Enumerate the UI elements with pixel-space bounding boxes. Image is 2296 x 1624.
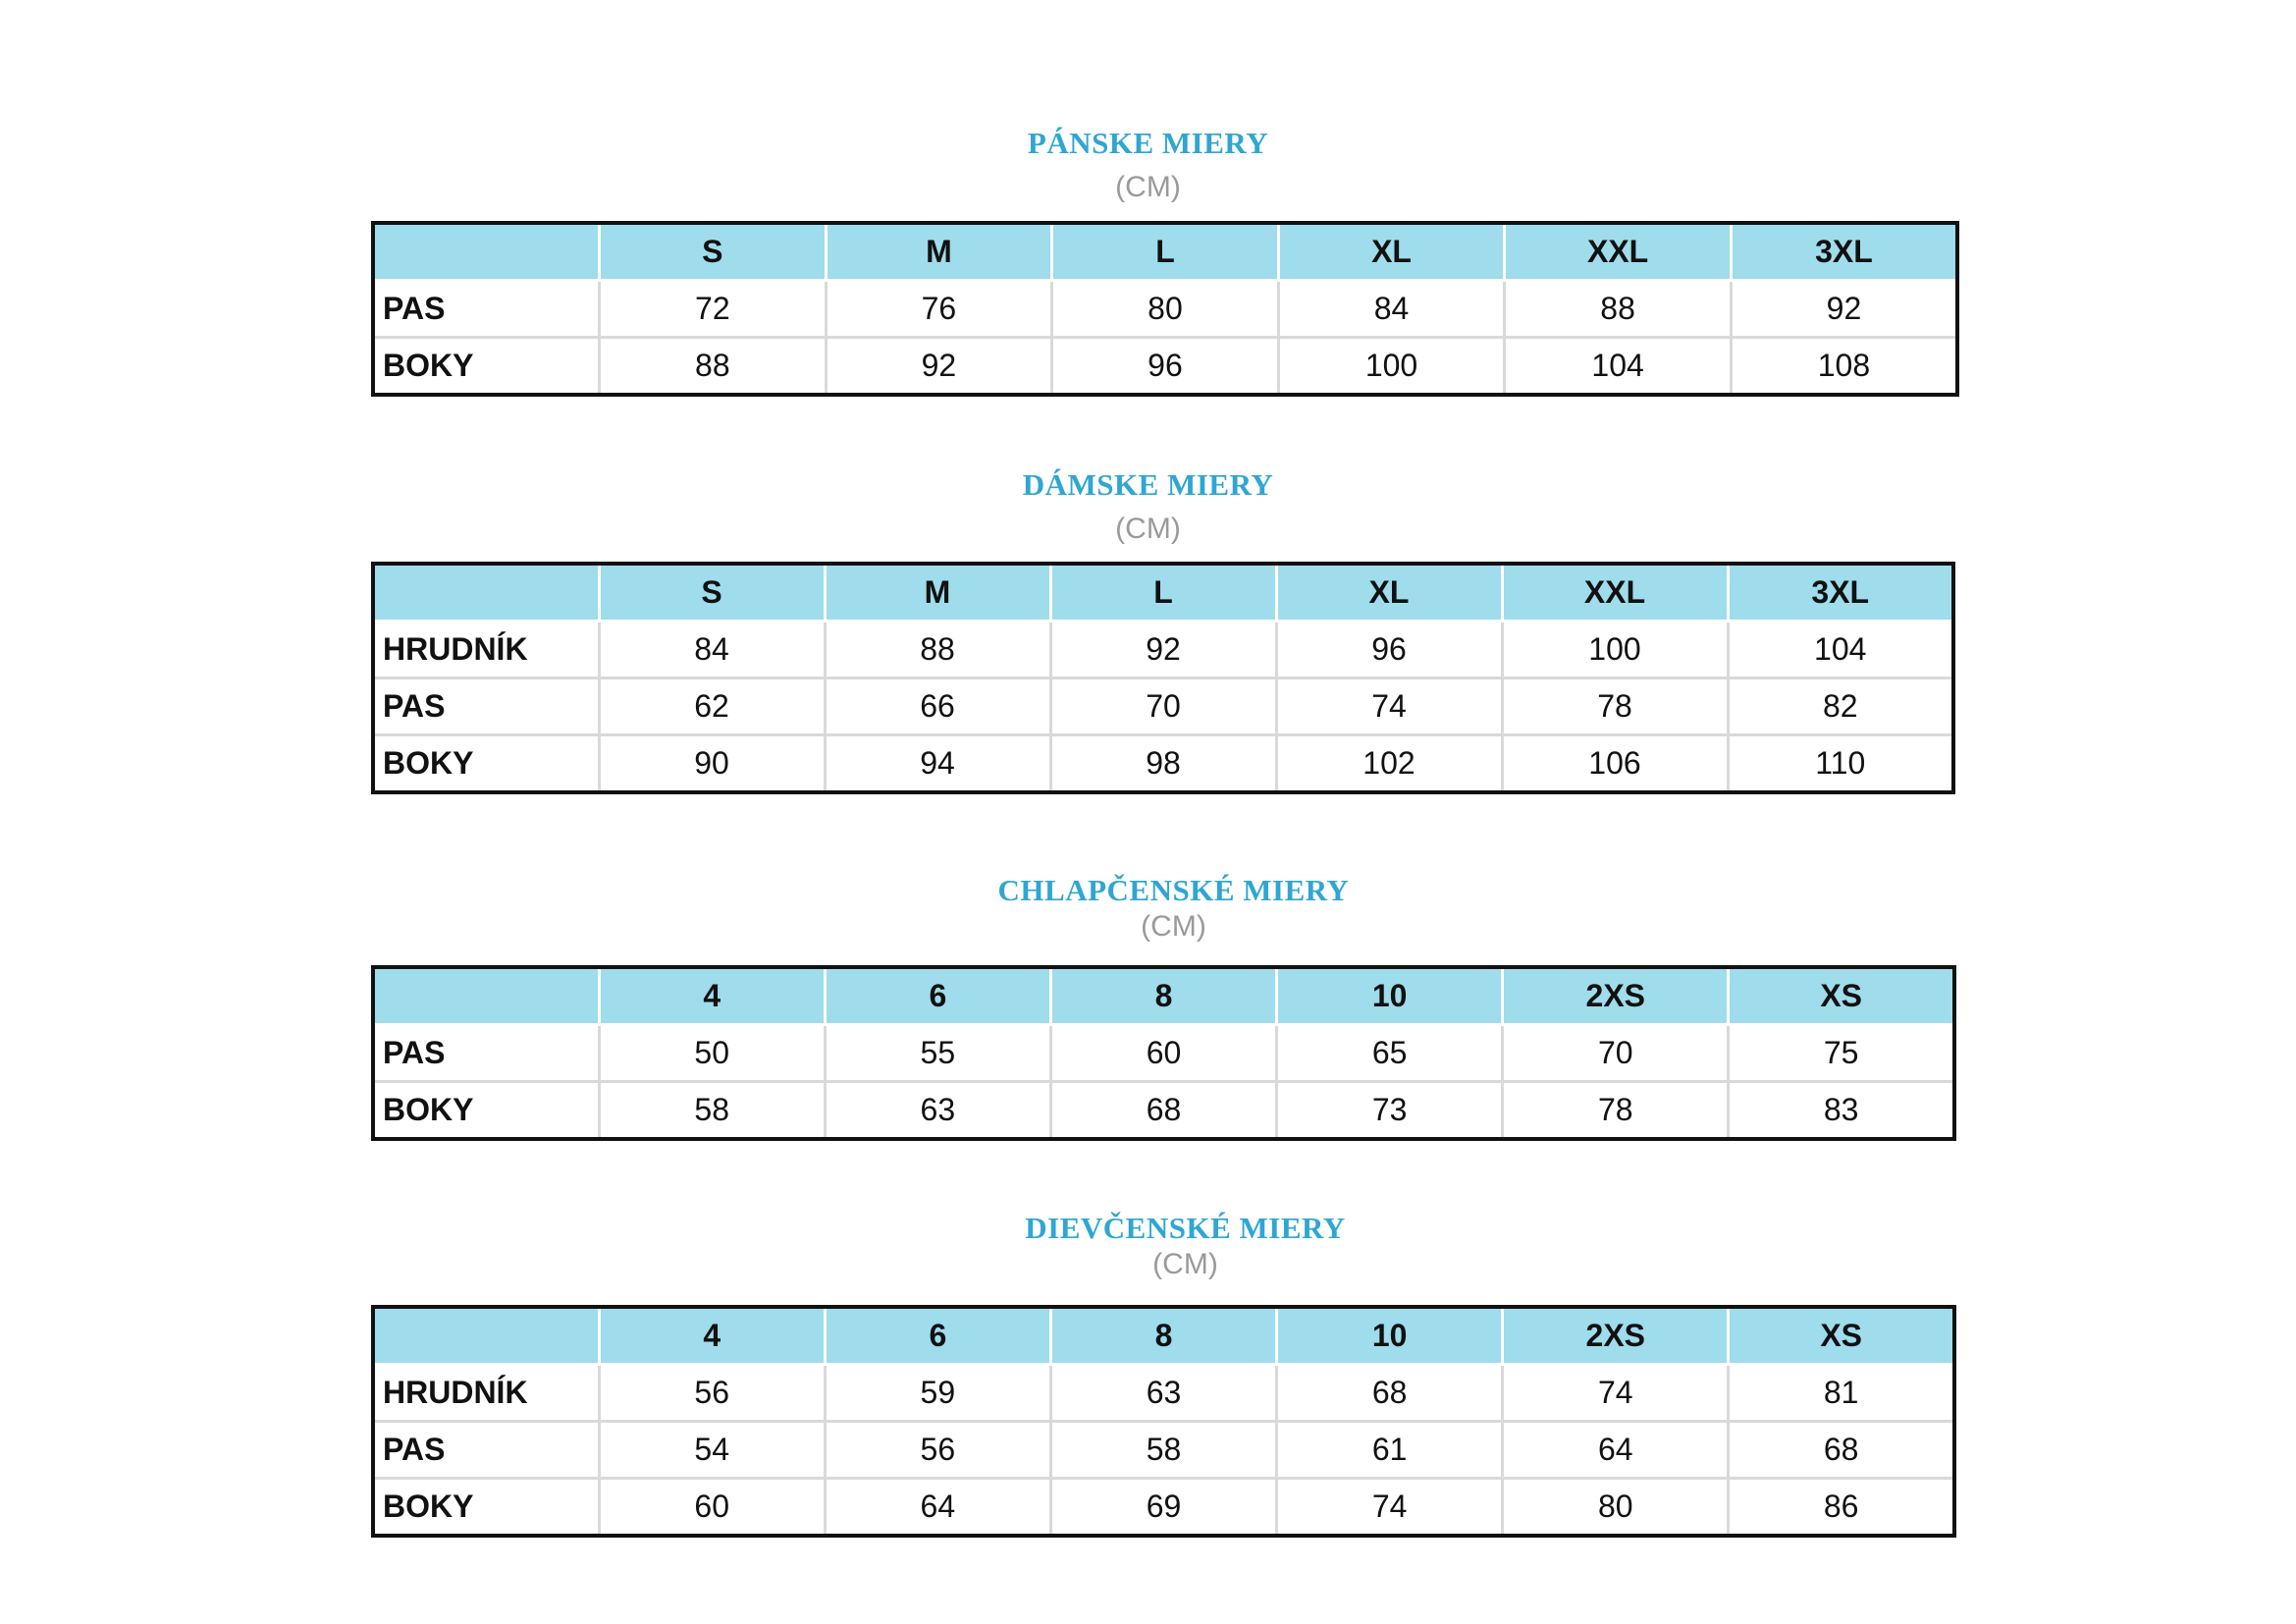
value-cell: 108 — [1731, 338, 1957, 396]
value-cell: 102 — [1276, 735, 1502, 793]
table-row — [373, 1025, 1954, 1082]
value-cell: 90 — [599, 735, 825, 793]
header-cell: XXL — [1505, 223, 1732, 281]
value-cell: 78 — [1502, 678, 1728, 735]
value-cell: 64 — [1503, 1422, 1729, 1479]
value-cell: 98 — [1050, 735, 1276, 793]
header-cell: M — [826, 223, 1052, 281]
table-header-row — [373, 1307, 1954, 1365]
value-cell: 68 — [1729, 1422, 1954, 1479]
table-header-row — [373, 564, 1953, 622]
value-cell: 65 — [1277, 1025, 1503, 1082]
value-cell: 88 — [825, 622, 1050, 678]
value-cell: 76 — [826, 281, 1052, 338]
row-label: HRUDNÍK — [373, 622, 599, 678]
unit-label-girls: (CM) — [1152, 1248, 1218, 1280]
value-cell: 64 — [825, 1479, 1050, 1537]
value-cell: 61 — [1277, 1422, 1503, 1479]
table-row — [373, 281, 1957, 338]
header-cell: 4 — [599, 1307, 825, 1365]
unit-label-womens: (CM) — [1115, 513, 1181, 545]
value-cell: 96 — [1276, 622, 1502, 678]
value-cell: 60 — [1050, 1025, 1276, 1082]
row-label: PAS — [373, 678, 599, 735]
header-cell: S — [599, 564, 825, 622]
size-table-womens — [371, 562, 1955, 794]
value-cell: 74 — [1503, 1365, 1729, 1422]
value-cell: 63 — [825, 1082, 1050, 1140]
value-cell: 104 — [1728, 622, 1953, 678]
section-title-mens: PÁNSKE MIERY — [1027, 126, 1269, 160]
header-cell: 3XL — [1728, 564, 1953, 622]
header-cell: 6 — [825, 1307, 1050, 1365]
value-cell: 55 — [825, 1025, 1050, 1082]
value-cell: 70 — [1503, 1025, 1729, 1082]
header-cell — [373, 1307, 599, 1365]
row-label: PAS — [373, 281, 600, 338]
header-cell — [373, 223, 600, 281]
row-label: PAS — [373, 1025, 599, 1082]
header-cell: 10 — [1277, 967, 1503, 1025]
header-cell: 2XS — [1503, 967, 1729, 1025]
value-cell: 73 — [1277, 1082, 1503, 1140]
row-label: BOKY — [373, 1082, 599, 1140]
header-cell — [373, 967, 599, 1025]
header-cell: S — [600, 223, 827, 281]
size-table-boys — [371, 965, 1956, 1141]
table-row — [373, 735, 1953, 793]
value-cell: 88 — [600, 338, 827, 396]
table-row — [373, 678, 1953, 735]
value-cell: 62 — [599, 678, 825, 735]
header-cell: XL — [1276, 564, 1502, 622]
header-cell: 10 — [1277, 1307, 1503, 1365]
table-header-row — [373, 223, 1957, 281]
value-cell: 84 — [599, 622, 825, 678]
table-row — [373, 622, 1953, 678]
value-cell: 106 — [1502, 735, 1728, 793]
unit-label-boys: (CM) — [1141, 910, 1206, 943]
value-cell: 78 — [1503, 1082, 1729, 1140]
size-table-mens — [371, 221, 1959, 397]
section-title-womens: DÁMSKE MIERY — [1022, 467, 1274, 502]
header-cell: XS — [1729, 1307, 1954, 1365]
value-cell: 68 — [1277, 1365, 1503, 1422]
value-cell: 83 — [1729, 1082, 1954, 1140]
header-cell: 2XS — [1503, 1307, 1729, 1365]
value-cell: 72 — [600, 281, 827, 338]
value-cell: 70 — [1050, 678, 1276, 735]
header-cell: 8 — [1050, 1307, 1276, 1365]
row-label: BOKY — [373, 338, 600, 396]
header-cell — [373, 564, 599, 622]
value-cell: 59 — [825, 1365, 1050, 1422]
row-label: PAS — [373, 1422, 599, 1479]
table-header-row — [373, 967, 1954, 1025]
header-cell: XL — [1278, 223, 1505, 281]
header-cell: 8 — [1050, 967, 1276, 1025]
value-cell: 96 — [1052, 338, 1279, 396]
value-cell: 74 — [1276, 678, 1502, 735]
header-cell: M — [825, 564, 1050, 622]
table-row — [373, 1479, 1954, 1537]
value-cell: 100 — [1278, 338, 1505, 396]
value-cell: 110 — [1728, 735, 1953, 793]
value-cell: 75 — [1729, 1025, 1954, 1082]
header-cell: XS — [1729, 967, 1954, 1025]
table-row — [373, 1082, 1954, 1140]
value-cell: 68 — [1050, 1082, 1276, 1140]
value-cell: 58 — [599, 1082, 825, 1140]
row-label: HRUDNÍK — [373, 1365, 599, 1422]
table-row — [373, 1422, 1954, 1479]
value-cell: 88 — [1505, 281, 1732, 338]
value-cell: 56 — [599, 1365, 825, 1422]
value-cell: 56 — [825, 1422, 1050, 1479]
value-cell: 80 — [1052, 281, 1279, 338]
value-cell: 92 — [1731, 281, 1957, 338]
header-cell: 6 — [825, 967, 1050, 1025]
header-cell: L — [1052, 223, 1279, 281]
header-cell: L — [1050, 564, 1276, 622]
size-table-girls — [371, 1305, 1956, 1538]
value-cell: 66 — [825, 678, 1050, 735]
value-cell: 86 — [1729, 1479, 1954, 1537]
value-cell: 82 — [1728, 678, 1953, 735]
row-label: BOKY — [373, 1479, 599, 1537]
value-cell: 54 — [599, 1422, 825, 1479]
value-cell: 94 — [825, 735, 1050, 793]
value-cell: 58 — [1050, 1422, 1276, 1479]
value-cell: 60 — [599, 1479, 825, 1537]
section-title-boys: CHLAPČENSKÉ MIERY — [997, 873, 1350, 907]
value-cell: 104 — [1505, 338, 1732, 396]
header-cell: XXL — [1502, 564, 1728, 622]
unit-label-mens: (CM) — [1115, 171, 1181, 203]
value-cell: 92 — [1050, 622, 1276, 678]
header-cell: 3XL — [1731, 223, 1957, 281]
table-row — [373, 1365, 1954, 1422]
value-cell: 63 — [1050, 1365, 1276, 1422]
table-row — [373, 338, 1957, 396]
value-cell: 100 — [1502, 622, 1728, 678]
row-label: BOKY — [373, 735, 599, 793]
value-cell: 69 — [1050, 1479, 1276, 1537]
value-cell: 84 — [1278, 281, 1505, 338]
section-title-girls: DIEVČENSKÉ MIERY — [1025, 1211, 1346, 1245]
header-cell: 4 — [599, 967, 825, 1025]
value-cell: 50 — [599, 1025, 825, 1082]
value-cell: 92 — [826, 338, 1052, 396]
value-cell: 74 — [1277, 1479, 1503, 1537]
value-cell: 80 — [1503, 1479, 1729, 1537]
value-cell: 81 — [1729, 1365, 1954, 1422]
